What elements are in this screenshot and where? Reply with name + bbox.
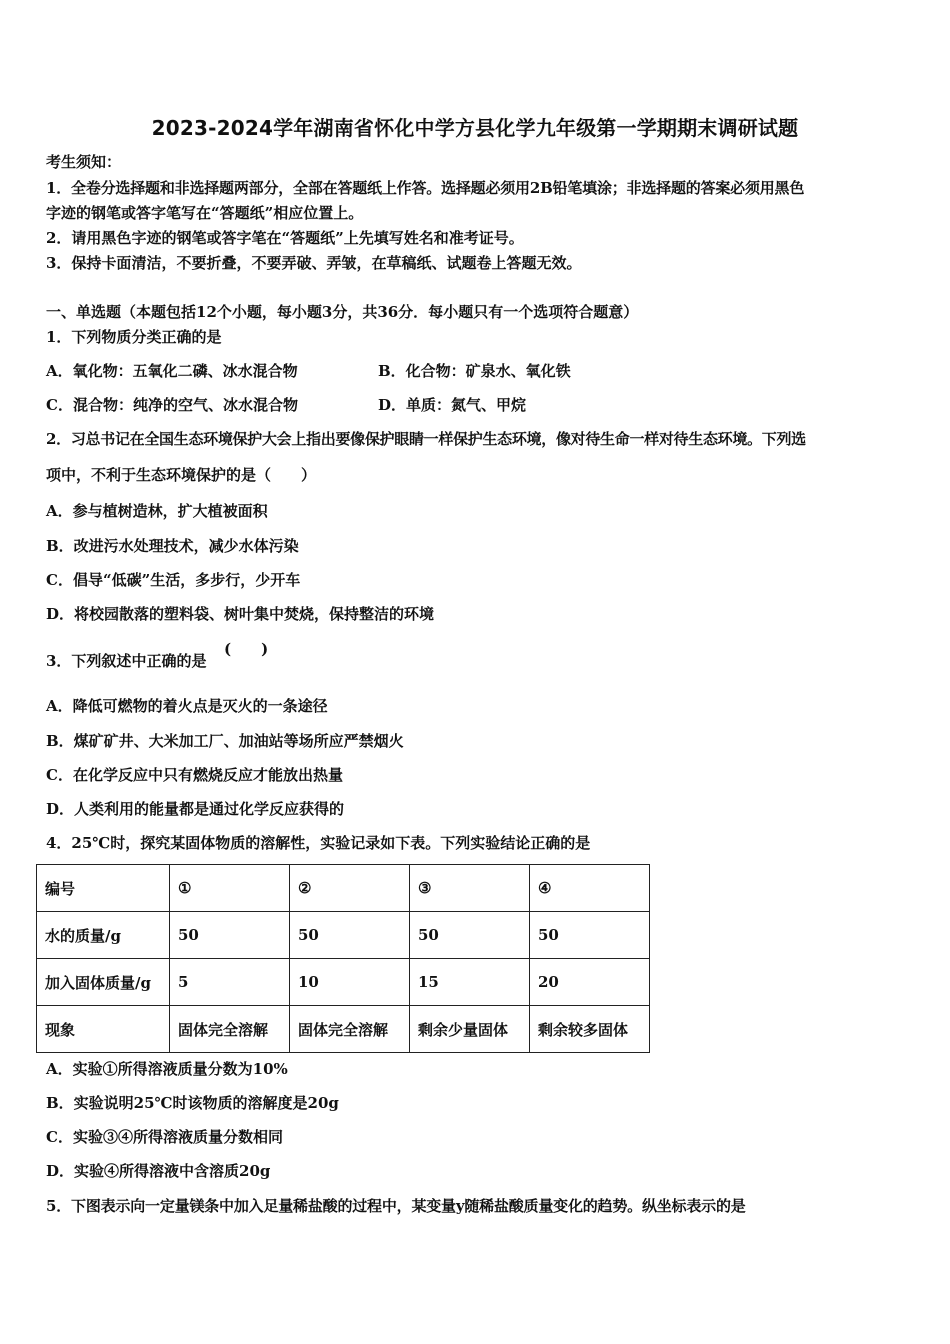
q4-option-a: A．实验①所得溶液质量分数为10%: [46, 1060, 288, 1078]
table-cell: 固体完全溶解: [170, 1006, 290, 1053]
table-header-row: [37, 865, 650, 912]
table-cell: 5: [170, 959, 290, 1006]
table-cell: 剩余少量固体: [410, 1006, 530, 1053]
notice-line-2: 2．请用黑色字迹的钢笔或答字笔在“答题纸”上先填写姓名和准考证号。: [46, 229, 524, 247]
page-title: 2023-2024学年湖南省怀化中学方县化学九年级第一学期期末调研试题: [151, 116, 799, 140]
section-heading: 一、单选题（本题包括12个小题，每小题3分，共36分．每小题只有一个选项符合题意）: [46, 303, 639, 321]
table-cell: 15: [410, 959, 530, 1006]
q1-stem: 1．下列物质分类正确的是: [46, 328, 222, 346]
table-cell: ①: [170, 865, 290, 912]
table-cell: 现象: [37, 1006, 170, 1053]
table-cell: 50: [410, 912, 530, 959]
table-cell: 50: [530, 912, 650, 959]
q1-option-c: C．混合物：纯净的空气、冰水混合物: [46, 396, 298, 414]
table-cell: 编号: [37, 865, 170, 912]
q3-option-a: A．降低可燃物的着火点是灭火的一条途径: [46, 697, 328, 715]
notice-line-3: 3．保持卡面清洁，不要折叠，不要弄破、弄皱，在草稿纸、试题卷上答题无效。: [46, 254, 582, 272]
table-cell: ②: [290, 865, 410, 912]
q4-option-d: D．实验④所得溶液中含溶质20g: [46, 1162, 271, 1180]
q3-stem: 3．下列叙述中正确的是: [46, 652, 207, 670]
table-cell: 50: [290, 912, 410, 959]
q2-stem-line-1: 2．习总书记在全国生态环境保护大会上指出要像保护眼睛一样保护生态环境，像对待生命一样对待生态环境。下列选: [46, 430, 806, 448]
table-cell: 水的质量/g: [37, 912, 170, 959]
q1-option-d: D．单质：氮气、甲烷: [378, 396, 527, 414]
table-cell: ③: [410, 865, 530, 912]
q2-option-c: C．倡导“低碳”生活，多步行，少开车: [46, 571, 301, 589]
q4-option-b: B．实验说明25℃时该物质的溶解度是20g: [46, 1094, 339, 1112]
table-cell: 50: [170, 912, 290, 959]
notice-line-1: 1．全卷分选择题和非选择题两部分，全部在答题纸上作答。选择题必须用2B铅笔填涂；非选择题的答案必须用黑色: [46, 179, 805, 197]
q2-option-a: A．参与植树造林，扩大植被面积: [46, 502, 268, 520]
q3-answer-paren: ( ): [224, 640, 269, 658]
q3-option-c: C．在化学反应中只有燃烧反应才能放出热量: [46, 766, 343, 784]
experiment-table: [36, 864, 650, 1053]
q2-option-d: D．将校园散落的塑料袋、树叶集中焚烧，保持整洁的环境: [46, 605, 435, 623]
q3-option-b: B．煤矿矿井、大米加工厂、加油站等场所应严禁烟火: [46, 732, 404, 750]
table-cell: 20: [530, 959, 650, 1006]
table-cell: 加入固体质量/g: [37, 959, 170, 1006]
notice-heading: 考生须知：: [46, 153, 122, 171]
q3-option-d: D．人类利用的能量都是通过化学反应获得的: [46, 800, 345, 818]
q4-option-c: C．实验③④所得溶液质量分数相同: [46, 1128, 283, 1146]
table-row: [37, 1006, 650, 1053]
notice-line-1b: 字迹的钢笔或答字笔写在“答题纸”相应位置上。: [46, 204, 364, 222]
table-cell: 剩余较多固体: [530, 1006, 650, 1053]
q2-stem-line-2: 项中，不利于生态环境保护的是（ ）: [46, 466, 317, 484]
table-cell: 10: [290, 959, 410, 1006]
q4-stem: 4．25℃时，探究某固体物质的溶解性，实验记录如下表。下列实验结论正确的是: [46, 834, 591, 852]
q1-option-a: A．氧化物：五氧化二磷、冰水混合物: [46, 362, 298, 380]
table-row: [37, 912, 650, 959]
table-cell: 固体完全溶解: [290, 1006, 410, 1053]
q2-option-b: B．改进污水处理技术，减少水体污染: [46, 537, 299, 555]
q1-option-b: B．化合物：矿泉水、氧化铁: [378, 362, 571, 380]
table-cell: ④: [530, 865, 650, 912]
q5-stem: 5．下图表示向一定量镁条中加入足量稀盐酸的过程中，某变量y随稀盐酸质量变化的趋势。纵坐标表示的是: [46, 1197, 746, 1215]
table-row: [37, 959, 650, 1006]
